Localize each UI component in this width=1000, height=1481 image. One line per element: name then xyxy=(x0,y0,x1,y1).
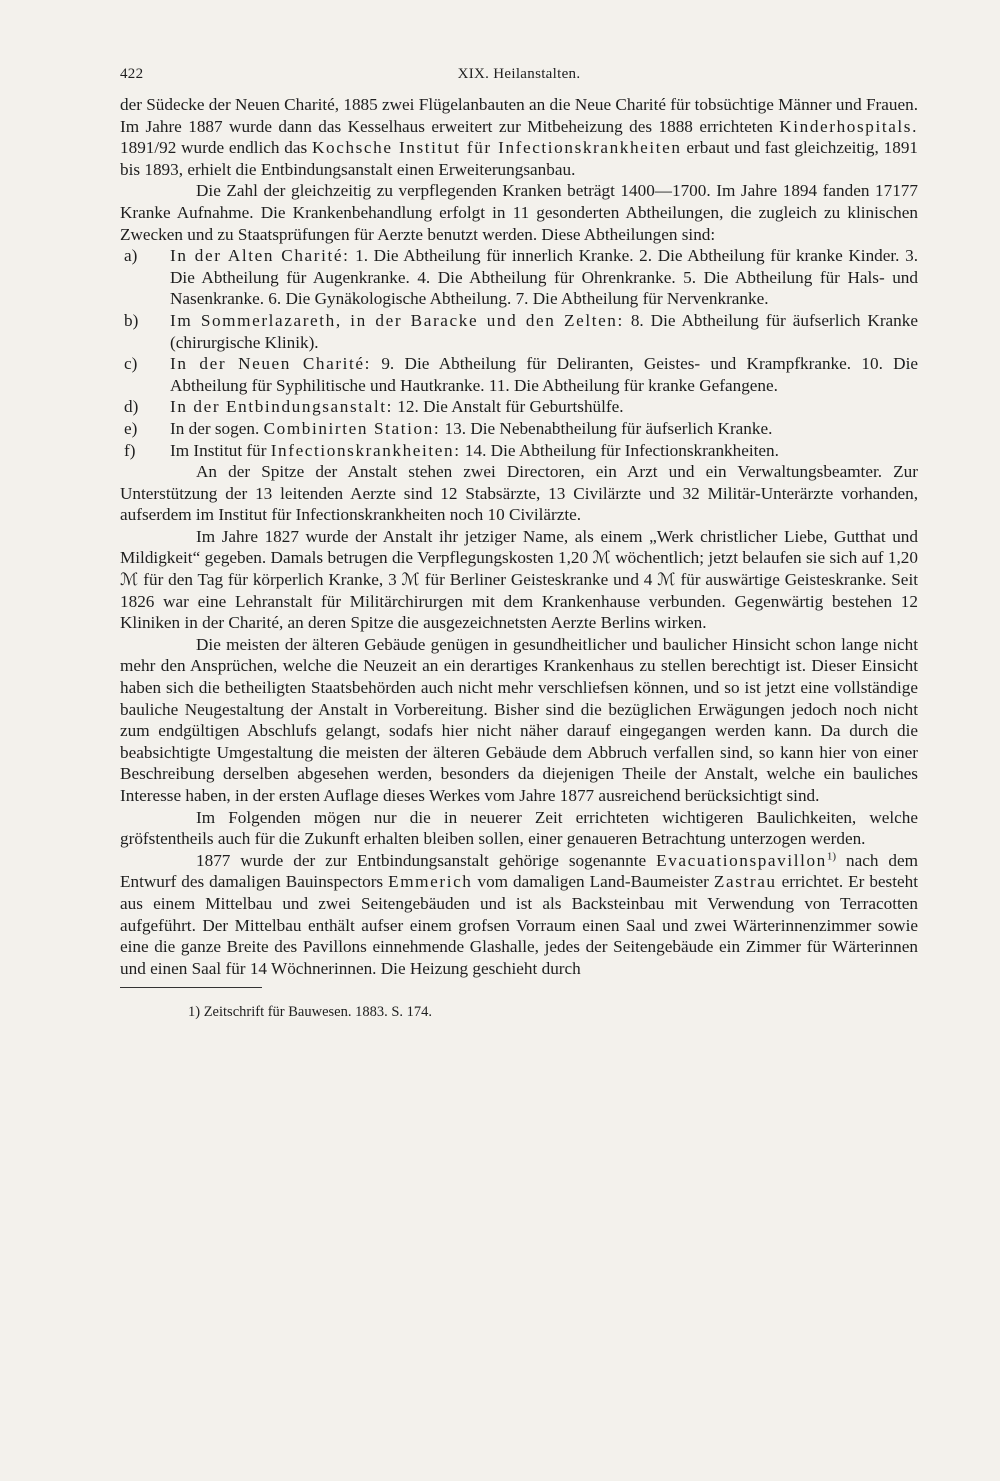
list-text: 14. Die Abtheilung für Infectionskrankheiten. xyxy=(464,440,779,460)
footnote-marker[interactable]: 1) xyxy=(826,850,837,863)
footnote: 1) Zeitschrift für Bauwesen. 1883. S. 174. xyxy=(188,1004,433,1021)
text-run: nach dem Entwurf des damaligen Bauinspectors xyxy=(120,850,919,892)
list-item xyxy=(120,440,918,462)
list-label: a) xyxy=(124,246,138,266)
list-head: Combinirten Station: xyxy=(263,418,441,438)
paragraph-2: Die Zahl der gleichzeitig zu verpflegenden Kranken beträgt 1400—1700. Im Jahre 1894 fanden 17177 Kranke Aufnahme. Die Krankenbehandlung erfolgt in 11 gesonderten Abtheilungen, die zugleich zu klinischen Zwecken und zu Staatsprüfungen für Aerzte benutzt werden. Diese Abtheilungen sind: xyxy=(120,181,918,244)
list-label: e) xyxy=(124,418,138,438)
list-item xyxy=(120,310,918,353)
list-text: 8. Die Abtheilung für äufserlich Kranke (chirurgische Klinik). xyxy=(170,310,918,352)
list-item xyxy=(120,418,918,440)
list-text: 9. Die Abtheilung für Deliranten, Geistes- und Krampfkranke. 10. Die Abtheilung für Syphilitische und Hautkranke. 11. Die Abtheilung für kranke Gefangene. xyxy=(170,354,918,395)
list-head: In der Neuen Charité: xyxy=(170,354,372,374)
paragraph-7 xyxy=(120,850,918,980)
list-head: Infectionskrankheiten: xyxy=(270,440,461,460)
list-item xyxy=(120,396,918,418)
running-head xyxy=(120,66,918,94)
list-head: In der Entbindungsanstalt: xyxy=(170,397,393,417)
list-label: f) xyxy=(124,440,136,460)
list-text: 1. Die Abtheilung für innerlich Kranke. 2. Die Abtheilung für kranke Kinder. 3. Die Abtheilung für Augenkranke. 4. Die Abtheilung für Ohrenkranke. 5. Die Abtheilung für Hals- und Nasenkranke. 6. Die Gynäkologische Abtheilung. 7. Die Abtheilung für Nervenkranke. xyxy=(170,246,919,309)
list-head: In der Alten Charité: xyxy=(170,246,350,266)
list-label: d) xyxy=(124,397,139,417)
list-item xyxy=(120,245,918,310)
footnote-divider xyxy=(120,987,262,988)
spaced-text: Evacuationspavillon xyxy=(656,850,827,870)
spaced-text: Kochsche Institut für Infectionskrankheiten xyxy=(312,138,682,158)
department-list xyxy=(120,245,918,461)
page-number: 422 xyxy=(120,66,144,82)
list-item xyxy=(120,353,918,396)
spaced-text: Emmerich xyxy=(388,872,473,892)
list-text: 13. Die Nebenabtheilung für äufserlich Kranke. xyxy=(444,418,773,438)
list-label: b) xyxy=(124,310,139,330)
text-run: vom damaligen Land-Baumeister xyxy=(477,872,709,892)
text-run: erbaut und fast gleichzeitig, 1891 bis 1893, erhielt die Entbindungsanstalt einen Erweiterungsanbau. xyxy=(120,138,919,179)
list-label: c) xyxy=(124,354,138,374)
paragraph-3: An der Spitze der Anstalt stehen zwei Directoren, ein Arzt und ein Verwaltungsbeamter. Zur Unterstützung der 13 leitenden Aerzte sind 12 Stabsärzte, 13 Civilärzte und 32 Militär-Unterärzte vorhanden, aufserdem im Institut für Infectionskrankheiten noch 10 Civilärzte. xyxy=(120,462,918,525)
body-text xyxy=(120,94,918,979)
spaced-text: Zastrau xyxy=(713,872,777,892)
list-text: 12. Die Anstalt für Geburtshülfe. xyxy=(397,397,624,417)
text-run: der Südecke der Neuen Charité, 1885 zwei Flügelanbauten an die Neue Charité für tobsüchtige Männer und Frauen. Im Jahre 1887 wurde dann das Kesselhaus erweitert zur Mitbeheizung des 1888 errichteten xyxy=(120,95,919,136)
text-run: 1877 wurde der zur Entbindungsanstalt gehörige sogenannte xyxy=(196,850,647,870)
paragraph-5: Die meisten der älteren Gebäude genügen in gesundheitlicher und baulicher Hinsicht schon lange nicht mehr den Ansprüchen, welche die Neuzeit an ein derartiges Krankenhaus zu stellen berechtigt ist. Dieser Einsicht haben sich die betheiligten Staatsbehörden auch nicht mehr verschliefsen können, und so ist jetzt eine vollständige bauliche Neugestaltung der Anstalt in Vorbereitung. Bisher sind die bezüglichen Erwägungen jedoch noch nicht zum endgültigen Abschlufs gelangt, sodafs hier nicht näher darauf eingegangen werden kann. Da durch die beabsichtigte Umgestaltung die meisten der älteren Gebäude dem Abbruch verfallen sind, so kann hier von einer Beschreibung derselben abgesehen werden, besonders da diejenigen Theile der Anstalt, welche ein bauliches Interesse haben, in der ersten Auflage dieses Werkes vom Jahre 1877 ausreichend berücksichtigt sind. xyxy=(120,634,918,805)
list-head: Im Sommerlazareth, in der Baracke und den Zelten: xyxy=(170,310,624,330)
paragraph-1 xyxy=(120,94,918,180)
paragraph-6: Im Folgenden mögen nur die in neuerer Zeit errichteten wichtigeren Baulichkeiten, welche gröfstentheils auch für die Zukunft erhalten bleiben sollen, einer genaueren Betrachtung unterzogen werden. xyxy=(120,807,918,849)
text-run: 1891/92 wurde endlich das xyxy=(120,138,308,158)
list-head-prefix: Im Institut für xyxy=(170,440,267,460)
text-run: errichtet. Er besteht aus einem Mittelbau und zwei Seitengebäuden und ist als Backsteinbau mit Verwendung von Terracotten aufgeführt. Der Mittelbau enthält aufser einem grofsen Vorraum einen Saal und zwei Wärterinnenzimmer sowie eine die ganze Breite des Pavillons einnehmende Glashalle, jedes der Seitengebäude ein Zimmer für Wärterinnen und einen Saal für 14 Wöchnerinnen. Die Heizung geschieht durch xyxy=(120,872,919,978)
list-head-prefix: In der sogen. xyxy=(170,418,260,438)
chapter-title: XIX. Heilanstalten. xyxy=(457,66,581,82)
paragraph-4: Im Jahre 1827 wurde der Anstalt ihr jetziger Name, als einem „Werk christlicher Liebe, Gutthat und Mildigkeit“ gegeben. Damals betrugen die Verpflegungskosten 1,20 ℳ wöchentlich; jetzt belaufen sie sich auf 1,20 ℳ für den Tag für körperlich Kranke, 3 ℳ für Berliner Geisteskranke und 4 ℳ für auswärtige Geisteskranke. Seit 1826 war eine Lehranstalt für Militärchirurgen mit dem Krankenhause verbunden. Gegenwärtig bestehen 12 Kliniken in der Charité, an deren Spitze die ausgezeichnetsten Aerzte Berlins wirken. xyxy=(120,526,918,633)
spaced-text: Kinderhospitals. xyxy=(779,116,918,136)
